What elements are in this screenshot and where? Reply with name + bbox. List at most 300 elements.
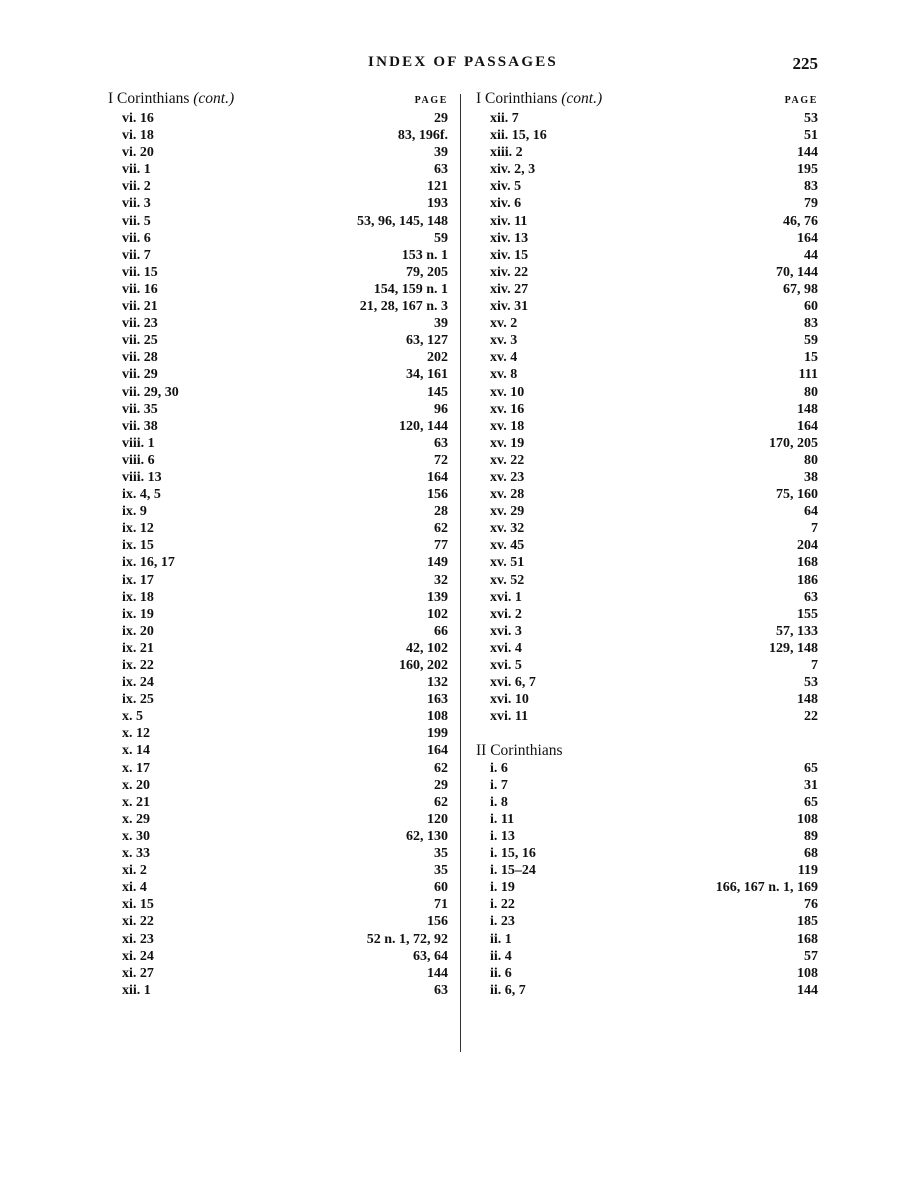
book-continued-note: (cont.) [561, 90, 603, 107]
page-references: 80 [804, 452, 818, 468]
passage-reference: xiv. 13 [490, 230, 529, 246]
book-name: I Corinthians [476, 90, 558, 107]
passage-reference: xv. 8 [490, 367, 518, 383]
page-references: 170, 205 [769, 435, 818, 451]
index-entry [476, 554, 818, 571]
page-references: 63 [434, 162, 448, 178]
book-name: I Corinthians [108, 90, 190, 107]
index-entry [476, 777, 818, 794]
index-entry [108, 811, 448, 828]
page-references: 15 [804, 350, 818, 366]
index-entry [476, 520, 818, 537]
passage-reference: xv. 10 [490, 384, 525, 400]
page-references: 39 [434, 316, 448, 332]
passage-reference: xv. 22 [490, 452, 525, 468]
index-entry [476, 401, 818, 418]
passage-reference: i. 22 [490, 897, 515, 913]
passage-reference: xi. 23 [122, 931, 154, 947]
page-references: 154, 159 n. 1 [373, 281, 448, 297]
index-entry [108, 828, 448, 845]
page-references: 44 [804, 247, 818, 263]
passage-reference: ix. 22 [122, 658, 154, 673]
index-entry [476, 332, 818, 349]
page-references: 32 [434, 572, 448, 588]
index-entry [108, 469, 448, 486]
index-entry [108, 195, 448, 212]
page-references: 63 [434, 982, 448, 998]
page-column-label: PAGE [414, 95, 448, 106]
index-entry [108, 452, 448, 469]
passage-reference: x. 30 [122, 828, 150, 844]
page-references: 108 [797, 811, 818, 827]
index-entry [476, 948, 818, 965]
page-references: 132 [427, 675, 448, 691]
index-entry [108, 435, 448, 452]
page-references: 7 [811, 658, 818, 673]
page-references: 108 [427, 709, 448, 725]
page-references: 83 [804, 316, 818, 332]
page-references: 63 [804, 589, 818, 605]
index-entry [108, 879, 448, 896]
page-references: 139 [427, 589, 448, 605]
passage-reference: xv. 3 [490, 333, 518, 349]
passage-reference: xv. 18 [490, 418, 525, 434]
page-references: 144 [427, 965, 448, 981]
passage-reference: xvi. 5 [490, 658, 522, 673]
index-entry [108, 144, 448, 161]
index-entry [476, 623, 818, 640]
passage-reference: x. 20 [122, 777, 150, 793]
index-entry [476, 452, 818, 469]
page-references: 149 [427, 555, 448, 571]
index-entry [108, 931, 448, 948]
passage-reference: xvi. 1 [490, 589, 522, 605]
index-entry [476, 589, 818, 606]
passage-reference: vii. 7 [122, 247, 151, 263]
index-entry [476, 366, 818, 383]
passage-reference: vii. 38 [122, 418, 158, 434]
blank-line [476, 725, 818, 742]
passage-reference: xi. 22 [122, 914, 154, 930]
passage-reference: xv. 2 [490, 316, 518, 332]
column-divider [460, 94, 461, 1052]
passage-reference: xi. 2 [122, 863, 147, 879]
index-entry [476, 298, 818, 315]
passage-reference: vi. 16 [122, 111, 154, 126]
page-references: 195 [797, 162, 818, 178]
passage-reference: x. 21 [122, 794, 150, 810]
index-entry [108, 674, 448, 691]
page-references: 77 [434, 538, 448, 554]
page-references: 62 [434, 760, 448, 776]
book-heading [108, 90, 234, 108]
passage-reference: i. 23 [490, 914, 515, 930]
page-references: 79 [804, 196, 818, 212]
passage-reference: ii. 6, 7 [490, 982, 526, 998]
page-references: 164 [797, 418, 818, 434]
passage-reference: vii. 1 [122, 162, 151, 178]
passage-reference: xv. 16 [490, 401, 525, 417]
index-column-left [108, 90, 448, 999]
passage-reference: ii. 1 [490, 931, 512, 947]
index-entry [108, 606, 448, 623]
passage-reference: ix. 9 [122, 504, 147, 520]
passage-reference: viii. 1 [122, 435, 155, 451]
page-references: 144 [797, 982, 818, 998]
index-entry [476, 896, 818, 913]
page-references: 155 [797, 606, 818, 622]
page-references: 28 [434, 504, 448, 520]
passage-reference: x. 29 [122, 811, 150, 827]
page-references: 63, 127 [406, 333, 448, 349]
passage-reference: vii. 15 [122, 264, 158, 280]
passage-reference: xv. 29 [490, 504, 525, 520]
index-entry [108, 281, 448, 298]
passage-reference: xi. 15 [122, 897, 154, 913]
index-entry [476, 982, 818, 999]
passage-reference: vii. 23 [122, 316, 158, 332]
index-entry [476, 931, 818, 948]
index-entry [476, 537, 818, 554]
passage-reference: xiv. 27 [490, 281, 529, 297]
page-references: 68 [804, 846, 818, 862]
page-references: 38 [804, 469, 818, 485]
passage-reference: xii. 1 [122, 982, 151, 998]
passage-reference: xiv. 6 [490, 196, 522, 212]
index-entry [108, 418, 448, 435]
page-references: 29 [434, 777, 448, 793]
page-references: 34, 161 [406, 367, 448, 383]
index-entry [476, 247, 818, 264]
index-entry [108, 913, 448, 930]
index-entry [108, 708, 448, 725]
page-references: 160, 202 [399, 658, 448, 673]
index-entry [476, 178, 818, 195]
passage-reference: ix. 18 [122, 589, 154, 605]
page-references: 71 [434, 897, 448, 913]
page-references: 65 [804, 760, 818, 776]
page-references: 63 [434, 435, 448, 451]
index-entry [108, 572, 448, 589]
passage-reference: ix. 12 [122, 521, 154, 537]
passage-reference: xiv. 11 [490, 213, 528, 229]
index-entry [108, 127, 448, 144]
passage-reference: vi. 18 [122, 128, 154, 144]
passage-reference: ix. 4, 5 [122, 487, 161, 503]
index-entry [108, 845, 448, 862]
page-references: 57, 133 [776, 623, 818, 639]
index-entry [476, 264, 818, 281]
page-references: 119 [797, 863, 818, 879]
page-references: 163 [427, 692, 448, 708]
page-references: 52 n. 1, 72, 92 [366, 931, 448, 947]
passage-reference: xvi. 4 [490, 640, 522, 656]
page-references: 29 [434, 111, 448, 126]
passage-reference: xvi. 6, 7 [490, 675, 536, 691]
page-references: 111 [798, 367, 818, 383]
index-entry [108, 161, 448, 178]
passage-reference: xiv. 2, 3 [490, 162, 536, 178]
passage-reference: x. 33 [122, 846, 150, 862]
page-references: 42, 102 [406, 640, 448, 656]
passage-reference: ix. 21 [122, 640, 154, 656]
page-references: 145 [427, 384, 448, 400]
page-references: 144 [797, 145, 818, 161]
passage-reference: xiii. 2 [490, 145, 523, 161]
page-references: 185 [797, 914, 818, 930]
passage-reference: vii. 6 [122, 230, 151, 246]
passage-reference: xiv. 15 [490, 247, 529, 263]
page-references: 166, 167 n. 1, 169 [715, 880, 818, 896]
index-entry [476, 811, 818, 828]
index-entry [108, 965, 448, 982]
index-entry [476, 349, 818, 366]
index-entry [476, 794, 818, 811]
page-references: 120 [427, 811, 448, 827]
passage-reference: x. 12 [122, 726, 150, 742]
passage-reference: xvi. 3 [490, 623, 522, 639]
passage-reference: vii. 3 [122, 196, 151, 212]
passage-reference: i. 8 [490, 794, 508, 810]
book-continued-note: (cont.) [193, 90, 235, 107]
page-references: 96 [434, 401, 448, 417]
page-references: 31 [804, 777, 818, 793]
index-entry [476, 195, 818, 212]
index-entry [108, 691, 448, 708]
book-name: II Corinthians [476, 742, 563, 760]
page-references: 202 [427, 350, 448, 366]
index-entry [108, 554, 448, 571]
index-entry [108, 486, 448, 503]
index-entry [476, 144, 818, 161]
page-title: INDEX OF PASSAGES [368, 54, 558, 70]
passage-reference: vii. 2 [122, 179, 151, 195]
passage-reference: i. 19 [490, 880, 515, 896]
index-entry [108, 742, 448, 759]
entry-list [476, 760, 818, 999]
passage-reference: vii. 29, 30 [122, 384, 179, 400]
index-entry [476, 657, 818, 674]
column-heading [108, 90, 448, 110]
index-entry [108, 896, 448, 913]
entry-list [108, 110, 448, 999]
passage-reference: xv. 52 [490, 572, 525, 588]
book-heading [476, 90, 602, 108]
page-references: 62 [434, 521, 448, 537]
passage-reference: xv. 28 [490, 487, 525, 503]
passage-reference: xvi. 2 [490, 606, 522, 622]
index-entry [108, 623, 448, 640]
index-entry [476, 230, 818, 247]
index-entry [108, 110, 448, 127]
index-entry [476, 708, 818, 725]
page-references: 62, 130 [406, 828, 448, 844]
page-references: 67, 98 [783, 281, 818, 297]
passage-reference: vii. 29 [122, 367, 158, 383]
passage-reference: xvi. 10 [490, 692, 529, 708]
passage-reference: ix. 19 [122, 606, 154, 622]
page-references: 148 [797, 401, 818, 417]
passage-reference: x. 5 [122, 709, 143, 725]
page-references: 65 [804, 794, 818, 810]
page-references: 39 [434, 145, 448, 161]
index-entry [476, 503, 818, 520]
page-references: 22 [804, 709, 818, 725]
page-references: 53 [804, 675, 818, 691]
passage-reference: ix. 16, 17 [122, 555, 175, 571]
index-entry [108, 657, 448, 674]
index-entry [476, 469, 818, 486]
index-entry [108, 213, 448, 230]
passage-reference: i. 15, 16 [490, 846, 536, 862]
page-references: 83, 196f. [397, 128, 448, 144]
page-references: 153 n. 1 [401, 247, 448, 263]
index-entry [108, 332, 448, 349]
index-entry [476, 606, 818, 623]
page-references: 63, 64 [413, 948, 448, 964]
index-entry [108, 794, 448, 811]
page-references: 70, 144 [776, 264, 818, 280]
passage-reference: xi. 27 [122, 965, 154, 981]
page-references: 164 [797, 230, 818, 246]
page-references: 168 [797, 555, 818, 571]
index-column-right [476, 90, 818, 999]
index-entry [476, 674, 818, 691]
running-head [108, 54, 818, 78]
passage-reference: ix. 20 [122, 623, 154, 639]
entry-list [476, 110, 818, 725]
passage-reference: i. 11 [490, 811, 515, 827]
passage-reference: viii. 13 [122, 469, 162, 485]
index-entry [476, 127, 818, 144]
index-entry [476, 161, 818, 178]
page-references: 72 [434, 452, 448, 468]
page-references: 66 [434, 623, 448, 639]
page-references: 60 [434, 880, 448, 896]
page-references: 156 [427, 914, 448, 930]
passage-reference: xv. 4 [490, 350, 518, 366]
page-references: 59 [804, 333, 818, 349]
index-entry [476, 828, 818, 845]
index-entry [476, 845, 818, 862]
passage-reference: vii. 35 [122, 401, 158, 417]
page-references: 89 [804, 828, 818, 844]
index-entry [108, 264, 448, 281]
index-entry [108, 366, 448, 383]
passage-reference: ix. 15 [122, 538, 154, 554]
index-entry [476, 879, 818, 896]
index-entry [476, 760, 818, 777]
index-entry [476, 213, 818, 230]
index-entry [476, 281, 818, 298]
passage-reference: vii. 16 [122, 281, 158, 297]
index-entry [476, 572, 818, 589]
index-entry [108, 315, 448, 332]
index-entry [108, 862, 448, 879]
page-references: 60 [804, 299, 818, 315]
passage-reference: i. 6 [490, 760, 508, 776]
index-entry [476, 315, 818, 332]
page-references: 57 [804, 948, 818, 964]
index-entry [108, 178, 448, 195]
passage-reference: x. 14 [122, 743, 150, 759]
index-entry [108, 725, 448, 742]
index-entry [108, 230, 448, 247]
page-references: 102 [427, 606, 448, 622]
page-references: 83 [804, 179, 818, 195]
index-entry [108, 760, 448, 777]
index-entry [108, 503, 448, 520]
index-entry [108, 384, 448, 401]
section-heading [476, 742, 818, 759]
index-entry [476, 965, 818, 982]
index-entry [476, 640, 818, 657]
index-entry [108, 982, 448, 999]
index-entry [476, 384, 818, 401]
page-references: 80 [804, 384, 818, 400]
passage-reference: xiv. 22 [490, 264, 529, 280]
passage-reference: vii. 28 [122, 350, 158, 366]
passage-reference: xi. 4 [122, 880, 147, 896]
passage-reference: vii. 21 [122, 299, 158, 315]
passage-reference: ix. 24 [122, 675, 154, 691]
passage-reference: xv. 51 [490, 555, 525, 571]
passage-reference: xii. 15, 16 [490, 128, 547, 144]
index-entry [108, 640, 448, 657]
page-references: 168 [797, 931, 818, 947]
passage-reference: ix. 25 [122, 692, 154, 708]
passage-reference: xii. 7 [490, 111, 519, 126]
page-references: 164 [427, 743, 448, 759]
page-number: 225 [792, 54, 818, 73]
index-entry [108, 349, 448, 366]
index-entry [108, 298, 448, 315]
page-references: 46, 76 [783, 213, 818, 229]
page-column-label: PAGE [784, 95, 818, 106]
passage-reference: xv. 45 [490, 538, 525, 554]
page-references: 164 [427, 469, 448, 485]
index-entry [108, 777, 448, 794]
page-references: 186 [797, 572, 818, 588]
index-entry [476, 418, 818, 435]
passage-reference: xiv. 31 [490, 299, 529, 315]
page-references: 59 [434, 230, 448, 246]
passage-reference: ii. 6 [490, 965, 512, 981]
index-entry [476, 110, 818, 127]
page-references: 148 [797, 692, 818, 708]
passage-reference: viii. 6 [122, 452, 155, 468]
passage-reference: x. 17 [122, 760, 150, 776]
page-references: 156 [427, 487, 448, 503]
page-references: 75, 160 [776, 487, 818, 503]
passage-reference: xiv. 5 [490, 179, 522, 195]
passage-reference: xi. 24 [122, 948, 154, 964]
page-references: 193 [427, 196, 448, 212]
page-references: 35 [434, 863, 448, 879]
index-entry [108, 537, 448, 554]
index-entry [108, 948, 448, 965]
page-references: 51 [804, 128, 818, 144]
page-references: 53 [804, 111, 818, 126]
page-references: 121 [427, 179, 448, 195]
index-entry [108, 401, 448, 418]
index-entry [476, 913, 818, 930]
column-heading [476, 90, 818, 110]
passage-reference: vi. 20 [122, 145, 154, 161]
page-references: 129, 148 [769, 640, 818, 656]
page-references: 35 [434, 846, 448, 862]
page-references: 120, 144 [399, 418, 448, 434]
